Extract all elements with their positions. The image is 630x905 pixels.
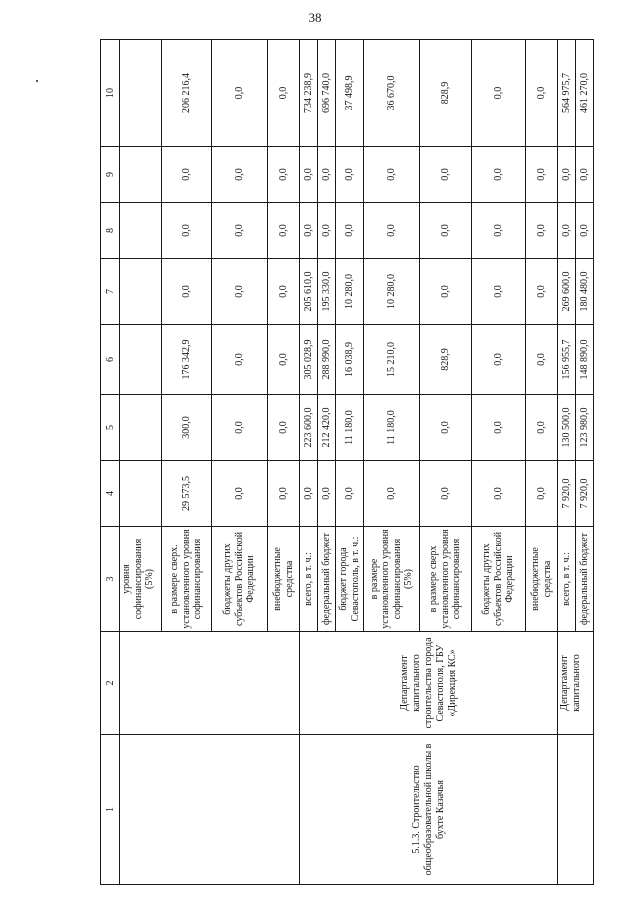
object-cell: 5.1.3. Строительство общеобразовательной школы в бухте Казачья: [300, 735, 558, 885]
value-cell: 36 670,0: [364, 40, 420, 147]
value-cell: 130 500,0: [558, 395, 576, 461]
value-cell: 0,0: [472, 461, 526, 527]
table-row: [558, 40, 576, 885]
value-cell: 828,9: [420, 325, 472, 395]
scan-speck: [36, 80, 38, 82]
value-cell: 0,0: [336, 147, 364, 203]
source-cell: внебюджетные средства: [526, 527, 558, 632]
value-cell: 0,0: [420, 461, 472, 527]
value-cell: 0,0: [558, 203, 576, 259]
value-cell: 223 600,0: [300, 395, 318, 461]
value-cell: [120, 147, 162, 203]
value-cell: [120, 325, 162, 395]
value-cell: 828,9: [420, 40, 472, 147]
value-cell: 0,0: [420, 259, 472, 325]
header-cell: 4: [101, 461, 120, 527]
value-cell: [120, 259, 162, 325]
value-cell: 0,0: [212, 461, 268, 527]
value-cell: 0,0: [268, 259, 300, 325]
value-cell: 11 180,0: [364, 395, 420, 461]
source-cell: всего, в т. ч.:: [300, 527, 318, 632]
header-cell: 7: [101, 259, 120, 325]
value-cell: 0,0: [420, 147, 472, 203]
value-cell: 7 920,0: [558, 461, 576, 527]
value-cell: 564 975,7: [558, 40, 576, 147]
header-cell: 8: [101, 203, 120, 259]
source-cell: в размере установленного уровня софинансирования (5%): [364, 527, 420, 632]
value-cell: 0,0: [526, 395, 558, 461]
value-cell: 0,0: [268, 325, 300, 395]
value-cell: 0,0: [364, 203, 420, 259]
header-cell: 3: [101, 527, 120, 632]
value-cell: 11 180,0: [336, 395, 364, 461]
value-cell: 195 330,0: [318, 259, 336, 325]
value-cell: 0,0: [336, 461, 364, 527]
organization-cell: Департамент капитального строительства города Севастополя, ГБУ «Дирекция КС»: [300, 632, 558, 735]
value-cell: 0,0: [526, 325, 558, 395]
value-cell: 0,0: [212, 259, 268, 325]
source-cell: федеральный бюджет: [576, 527, 594, 632]
source-cell: федеральный бюджет: [318, 527, 336, 632]
column-number-row: [101, 40, 120, 885]
source-cell: в размере сверх. установленного уровня софинансирования: [162, 527, 212, 632]
source-cell: внебюджетные средства: [268, 527, 300, 632]
value-cell: [120, 40, 162, 147]
value-cell: 10 280,0: [336, 259, 364, 325]
value-cell: 212 420,0: [318, 395, 336, 461]
value-cell: 15 210,0: [364, 325, 420, 395]
value-cell: 148 890,0: [576, 325, 594, 395]
budget-table: [100, 39, 594, 885]
value-cell: 0,0: [576, 147, 594, 203]
page-number: 38: [308, 10, 322, 25]
value-cell: 0,0: [318, 147, 336, 203]
value-cell: 305 028,9: [300, 325, 318, 395]
value-cell: 180 480,0: [576, 259, 594, 325]
value-cell: [120, 461, 162, 527]
value-cell: 0,0: [420, 203, 472, 259]
source-cell: уровня софинансирования (5%): [120, 527, 162, 632]
value-cell: 0,0: [558, 147, 576, 203]
value-cell: 10 280,0: [364, 259, 420, 325]
value-cell: 0,0: [472, 325, 526, 395]
value-cell: 0,0: [212, 395, 268, 461]
value-cell: 0,0: [472, 147, 526, 203]
value-cell: 0,0: [526, 461, 558, 527]
table-row: [120, 40, 162, 885]
source-cell: всего, в т. ч.:: [558, 527, 576, 632]
value-cell: 0,0: [364, 147, 420, 203]
value-cell: 29 573,5: [162, 461, 212, 527]
value-cell: 0,0: [162, 147, 212, 203]
object-cell-empty: [558, 735, 594, 885]
value-cell: 734 238,9: [300, 40, 318, 147]
source-cell: в размере сверх установленного уровня софинансирования: [420, 527, 472, 632]
value-cell: 0,0: [268, 147, 300, 203]
value-cell: 0,0: [472, 40, 526, 147]
object-cell-empty: [120, 735, 300, 885]
value-cell: 37 498,9: [336, 40, 364, 147]
value-cell: 0,0: [212, 40, 268, 147]
organization-cell: Департамент капитального: [558, 632, 594, 735]
header-cell: 2: [101, 632, 120, 735]
value-cell: 0,0: [268, 395, 300, 461]
source-cell: бюджеты других субъектов Российской Федерации: [472, 527, 526, 632]
value-cell: 0,0: [212, 147, 268, 203]
value-cell: 461 270,0: [576, 40, 594, 147]
value-cell: 7 920,0: [576, 461, 594, 527]
value-cell: [120, 395, 162, 461]
value-cell: 0,0: [268, 203, 300, 259]
value-cell: 0,0: [300, 147, 318, 203]
value-cell: 123 980,0: [576, 395, 594, 461]
value-cell: 176 342,9: [162, 325, 212, 395]
value-cell: 0,0: [268, 40, 300, 147]
value-cell: 0,0: [526, 147, 558, 203]
value-cell: 205 610,0: [300, 259, 318, 325]
value-cell: 696 740,0: [318, 40, 336, 147]
value-cell: 0,0: [472, 203, 526, 259]
value-cell: 156 955,7: [558, 325, 576, 395]
header-cell: 10: [101, 40, 120, 147]
value-cell: 300,0: [162, 395, 212, 461]
value-cell: 0,0: [162, 259, 212, 325]
value-cell: 0,0: [318, 461, 336, 527]
value-cell: 0,0: [420, 395, 472, 461]
organization-cell-empty: [120, 632, 300, 735]
value-cell: 269 600,0: [558, 259, 576, 325]
value-cell: 0,0: [364, 461, 420, 527]
rotated-table-frame: [100, 40, 590, 885]
value-cell: 0,0: [526, 203, 558, 259]
header-cell: 9: [101, 147, 120, 203]
value-cell: 0,0: [300, 461, 318, 527]
value-cell: 0,0: [526, 259, 558, 325]
header-cell: 5: [101, 395, 120, 461]
value-cell: 288 990,0: [318, 325, 336, 395]
value-cell: 0,0: [318, 203, 336, 259]
value-cell: 0,0: [212, 325, 268, 395]
source-cell: бюджеты других субъектов Российской Федерации: [212, 527, 268, 632]
value-cell: 0,0: [472, 259, 526, 325]
value-cell: 0,0: [526, 40, 558, 147]
value-cell: 0,0: [212, 203, 268, 259]
value-cell: [120, 203, 162, 259]
value-cell: 16 038,9: [336, 325, 364, 395]
value-cell: 0,0: [268, 461, 300, 527]
header-cell: 6: [101, 325, 120, 395]
value-cell: 0,0: [162, 203, 212, 259]
table-row: [300, 40, 318, 885]
value-cell: 0,0: [300, 203, 318, 259]
value-cell: 0,0: [576, 203, 594, 259]
value-cell: 206 216,4: [162, 40, 212, 147]
value-cell: 0,0: [336, 203, 364, 259]
header-cell: 1: [101, 735, 120, 885]
value-cell: 0,0: [472, 395, 526, 461]
source-cell: бюджет города Севастополь, в т. ч.:: [336, 527, 364, 632]
